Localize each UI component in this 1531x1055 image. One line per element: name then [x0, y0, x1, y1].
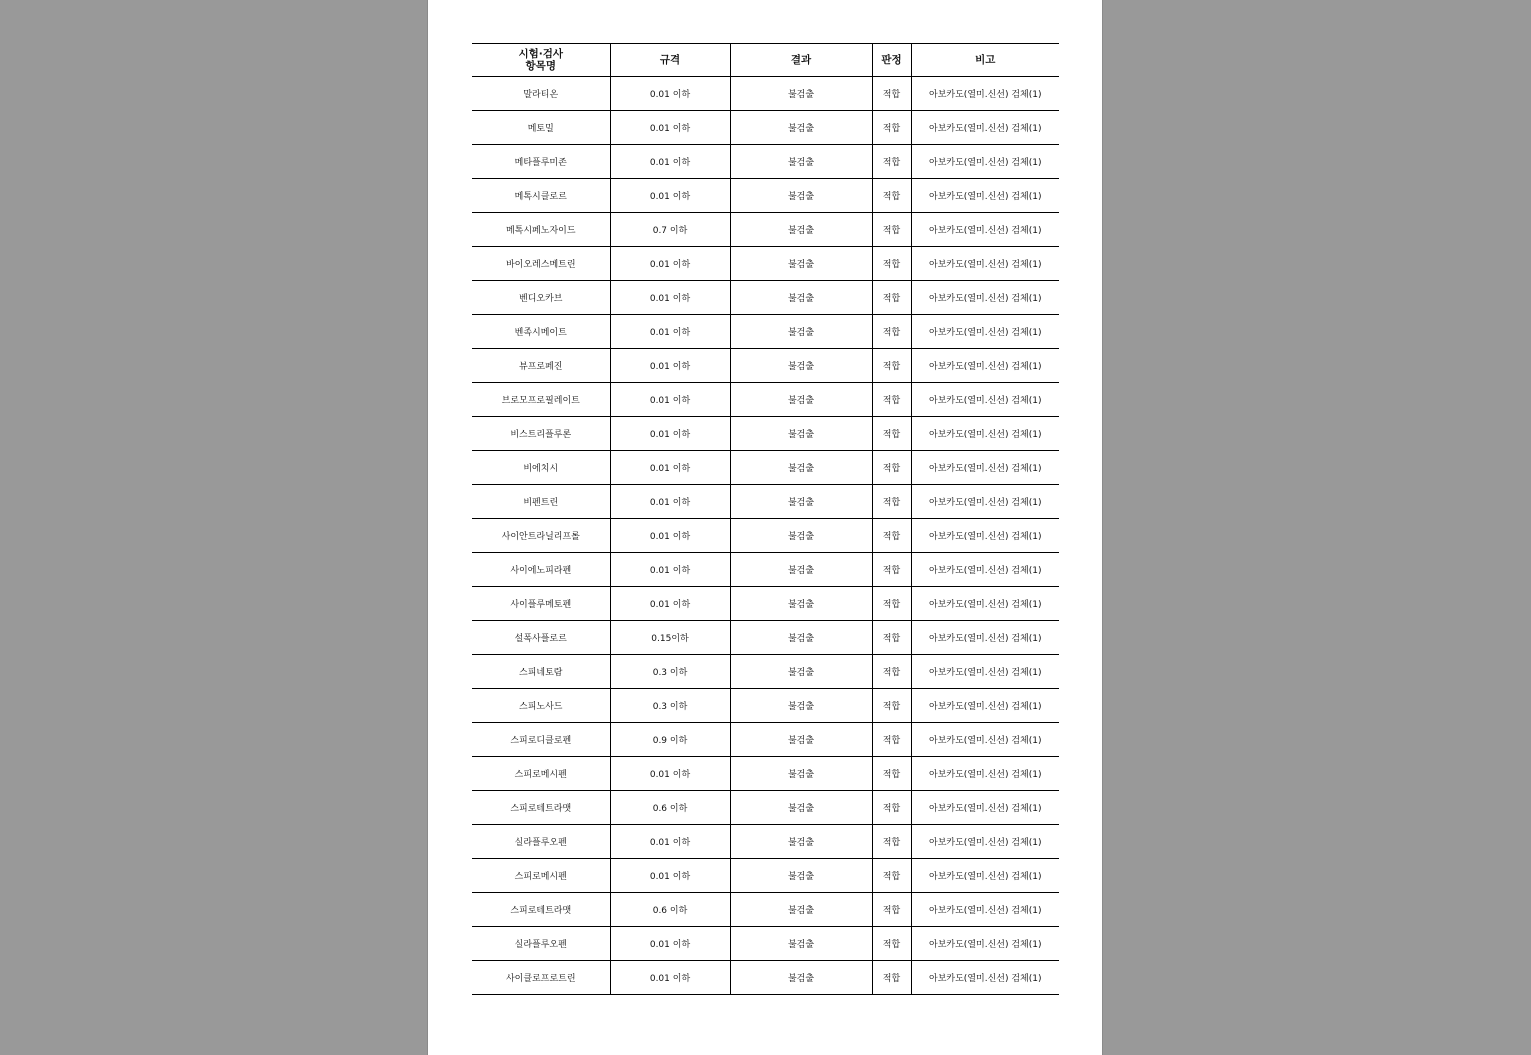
table-body [472, 77, 1059, 995]
header-item-name [472, 44, 610, 77]
cell-remarks: 아보카도(열미.신선) 검체(1) [911, 213, 1059, 247]
table-row [472, 689, 1059, 723]
cell-result: 불검출 [730, 621, 872, 655]
cell-spec: 0.01 이하 [610, 961, 730, 995]
header-result: 결과 [730, 44, 872, 77]
table-row [472, 145, 1059, 179]
cell-item-name: 실라플루오펜 [472, 927, 610, 961]
cell-result: 불검출 [730, 723, 872, 757]
cell-remarks: 아보카도(열미.신선) 검체(1) [911, 825, 1059, 859]
cell-judgement: 적합 [872, 145, 911, 179]
cell-judgement: 적합 [872, 757, 911, 791]
cell-judgement: 적합 [872, 859, 911, 893]
cell-remarks: 아보카도(열미.신선) 검체(1) [911, 553, 1059, 587]
cell-result: 불검출 [730, 893, 872, 927]
test-results-table [472, 43, 1059, 995]
cell-item-name: 스피로메시펜 [472, 859, 610, 893]
header-spec: 규격 [610, 44, 730, 77]
table-row [472, 417, 1059, 451]
cell-remarks: 아보카도(열미.신선) 검체(1) [911, 281, 1059, 315]
cell-spec: 0.01 이하 [610, 757, 730, 791]
cell-result: 불검출 [730, 417, 872, 451]
table-row [472, 927, 1059, 961]
table-row [472, 179, 1059, 213]
cell-item-name: 스피노사드 [472, 689, 610, 723]
cell-item-name: 스피로테트라맷 [472, 893, 610, 927]
cell-item-name: 말라티온 [472, 77, 610, 111]
cell-item-name: 설폭사플로르 [472, 621, 610, 655]
cell-result: 불검출 [730, 213, 872, 247]
table-row [472, 621, 1059, 655]
cell-remarks: 아보카도(열미.신선) 검체(1) [911, 621, 1059, 655]
cell-result: 불검출 [730, 587, 872, 621]
cell-remarks: 아보카도(열미.신선) 검체(1) [911, 587, 1059, 621]
cell-result: 불검출 [730, 859, 872, 893]
cell-result: 불검출 [730, 111, 872, 145]
cell-spec: 0.15이하 [610, 621, 730, 655]
cell-remarks: 아보카도(열미.신선) 검체(1) [911, 757, 1059, 791]
cell-item-name: 메톡시클로르 [472, 179, 610, 213]
cell-item-name: 브로모프로필레이트 [472, 383, 610, 417]
cell-judgement: 적합 [872, 111, 911, 145]
cell-spec: 0.01 이하 [610, 519, 730, 553]
cell-result: 불검출 [730, 349, 872, 383]
cell-judgement: 적합 [872, 77, 911, 111]
cell-judgement: 적합 [872, 655, 911, 689]
table-row [472, 859, 1059, 893]
cell-item-name: 사이안트라닐리프롤 [472, 519, 610, 553]
table-row [472, 723, 1059, 757]
cell-judgement: 적합 [872, 451, 911, 485]
cell-judgement: 적합 [872, 247, 911, 281]
cell-remarks: 아보카도(열미.신선) 검체(1) [911, 723, 1059, 757]
header-remarks: 비고 [911, 44, 1059, 77]
cell-judgement: 적합 [872, 383, 911, 417]
table-row [472, 791, 1059, 825]
table-row [472, 349, 1059, 383]
table-row [472, 519, 1059, 553]
cell-spec: 0.01 이하 [610, 383, 730, 417]
cell-remarks: 아보카도(열미.신선) 검체(1) [911, 961, 1059, 995]
document-page [428, 0, 1102, 1055]
cell-judgement: 적합 [872, 791, 911, 825]
cell-spec: 0.01 이하 [610, 315, 730, 349]
cell-judgement: 적합 [872, 179, 911, 213]
cell-item-name: 사이클로프로트린 [472, 961, 610, 995]
cell-item-name: 실라플루오펜 [472, 825, 610, 859]
cell-item-name: 스피로디클로펜 [472, 723, 610, 757]
cell-remarks: 아보카도(열미.신선) 검체(1) [911, 145, 1059, 179]
cell-judgement: 적합 [872, 281, 911, 315]
cell-spec: 0.7 이하 [610, 213, 730, 247]
cell-remarks: 아보카도(열미.신선) 검체(1) [911, 179, 1059, 213]
cell-item-name: 스피네토람 [472, 655, 610, 689]
table-row [472, 587, 1059, 621]
cell-spec: 0.3 이하 [610, 655, 730, 689]
cell-spec: 0.01 이하 [610, 77, 730, 111]
cell-item-name: 바이오레스메트린 [472, 247, 610, 281]
table-row [472, 247, 1059, 281]
cell-spec: 0.01 이하 [610, 145, 730, 179]
cell-spec: 0.01 이하 [610, 349, 730, 383]
cell-result: 불검출 [730, 825, 872, 859]
cell-item-name: 비스트리플루론 [472, 417, 610, 451]
cell-remarks: 아보카도(열미.신선) 검체(1) [911, 349, 1059, 383]
cell-item-name: 사이플루메토펜 [472, 587, 610, 621]
table-row [472, 757, 1059, 791]
cell-remarks: 아보카도(열미.신선) 검체(1) [911, 485, 1059, 519]
cell-judgement: 적합 [872, 961, 911, 995]
header-judgement: 판정 [872, 44, 911, 77]
table-row [472, 281, 1059, 315]
cell-remarks: 아보카도(열미.신선) 검체(1) [911, 451, 1059, 485]
table-row [472, 213, 1059, 247]
cell-remarks: 아보카도(열미.신선) 검체(1) [911, 383, 1059, 417]
cell-spec: 0.01 이하 [610, 111, 730, 145]
cell-result: 불검출 [730, 553, 872, 587]
cell-result: 불검출 [730, 281, 872, 315]
table-row [472, 315, 1059, 349]
cell-item-name: 스피로메시펜 [472, 757, 610, 791]
cell-remarks: 아보카도(열미.신선) 검체(1) [911, 927, 1059, 961]
cell-judgement: 적합 [872, 553, 911, 587]
table-header-row [472, 44, 1059, 77]
table-row [472, 383, 1059, 417]
table-row [472, 451, 1059, 485]
cell-judgement: 적합 [872, 689, 911, 723]
table-row [472, 553, 1059, 587]
cell-result: 불검출 [730, 145, 872, 179]
cell-remarks: 아보카도(열미.신선) 검체(1) [911, 417, 1059, 451]
cell-remarks: 아보카도(열미.신선) 검체(1) [911, 893, 1059, 927]
cell-item-name: 비펜트린 [472, 485, 610, 519]
cell-judgement: 적합 [872, 927, 911, 961]
cell-spec: 0.01 이하 [610, 859, 730, 893]
cell-spec: 0.01 이하 [610, 451, 730, 485]
cell-judgement: 적합 [872, 723, 911, 757]
cell-result: 불검출 [730, 689, 872, 723]
cell-item-name: 벤족시메이트 [472, 315, 610, 349]
cell-spec: 0.01 이하 [610, 553, 730, 587]
table-row [472, 961, 1059, 995]
cell-spec: 0.01 이하 [610, 247, 730, 281]
cell-result: 불검출 [730, 383, 872, 417]
cell-spec: 0.01 이하 [610, 417, 730, 451]
cell-judgement: 적합 [872, 621, 911, 655]
header-item-name-line2: 항목명 [525, 60, 556, 72]
cell-result: 불검출 [730, 791, 872, 825]
cell-result: 불검출 [730, 179, 872, 213]
cell-result: 불검출 [730, 961, 872, 995]
table-row [472, 77, 1059, 111]
cell-result: 불검출 [730, 519, 872, 553]
cell-remarks: 아보카도(열미.신선) 검체(1) [911, 247, 1059, 281]
cell-remarks: 아보카도(열미.신선) 검체(1) [911, 655, 1059, 689]
cell-judgement: 적합 [872, 825, 911, 859]
cell-judgement: 적합 [872, 315, 911, 349]
cell-spec: 0.3 이하 [610, 689, 730, 723]
table-row [472, 893, 1059, 927]
cell-spec: 0.6 이하 [610, 893, 730, 927]
cell-item-name: 메톡시페노자이드 [472, 213, 610, 247]
table-row [472, 825, 1059, 859]
cell-remarks: 아보카도(열미.신선) 검체(1) [911, 315, 1059, 349]
cell-item-name: 뷰프로페진 [472, 349, 610, 383]
cell-result: 불검출 [730, 927, 872, 961]
cell-judgement: 적합 [872, 519, 911, 553]
cell-item-name: 스피로테트라맷 [472, 791, 610, 825]
cell-remarks: 아보카도(열미.신선) 검체(1) [911, 111, 1059, 145]
cell-remarks: 아보카도(열미.신선) 검체(1) [911, 77, 1059, 111]
cell-spec: 0.01 이하 [610, 179, 730, 213]
cell-result: 불검출 [730, 315, 872, 349]
cell-spec: 0.01 이하 [610, 927, 730, 961]
cell-spec: 0.01 이하 [610, 587, 730, 621]
cell-remarks: 아보카도(열미.신선) 검체(1) [911, 519, 1059, 553]
cell-judgement: 적합 [872, 417, 911, 451]
cell-item-name: 사이에노피라펜 [472, 553, 610, 587]
cell-result: 불검출 [730, 655, 872, 689]
cell-spec: 0.9 이하 [610, 723, 730, 757]
cell-remarks: 아보카도(열미.신선) 검체(1) [911, 791, 1059, 825]
cell-spec: 0.6 이하 [610, 791, 730, 825]
header-item-name-line1: 시험·검사 [518, 48, 564, 60]
table-row [472, 111, 1059, 145]
cell-remarks: 아보카도(열미.신선) 검체(1) [911, 689, 1059, 723]
cell-item-name: 메타플루미존 [472, 145, 610, 179]
cell-spec: 0.01 이하 [610, 825, 730, 859]
cell-result: 불검출 [730, 757, 872, 791]
cell-spec: 0.01 이하 [610, 485, 730, 519]
cell-result: 불검출 [730, 247, 872, 281]
cell-item-name: 메토밀 [472, 111, 610, 145]
cell-result: 불검출 [730, 451, 872, 485]
cell-judgement: 적합 [872, 349, 911, 383]
cell-judgement: 적합 [872, 213, 911, 247]
cell-result: 불검출 [730, 485, 872, 519]
cell-judgement: 적합 [872, 893, 911, 927]
cell-item-name: 비에치시 [472, 451, 610, 485]
cell-remarks: 아보카도(열미.신선) 검체(1) [911, 859, 1059, 893]
table-row [472, 655, 1059, 689]
cell-spec: 0.01 이하 [610, 281, 730, 315]
cell-result: 불검출 [730, 77, 872, 111]
table-row [472, 485, 1059, 519]
cell-item-name: 벤디오카브 [472, 281, 610, 315]
cell-judgement: 적합 [872, 485, 911, 519]
cell-judgement: 적합 [872, 587, 911, 621]
